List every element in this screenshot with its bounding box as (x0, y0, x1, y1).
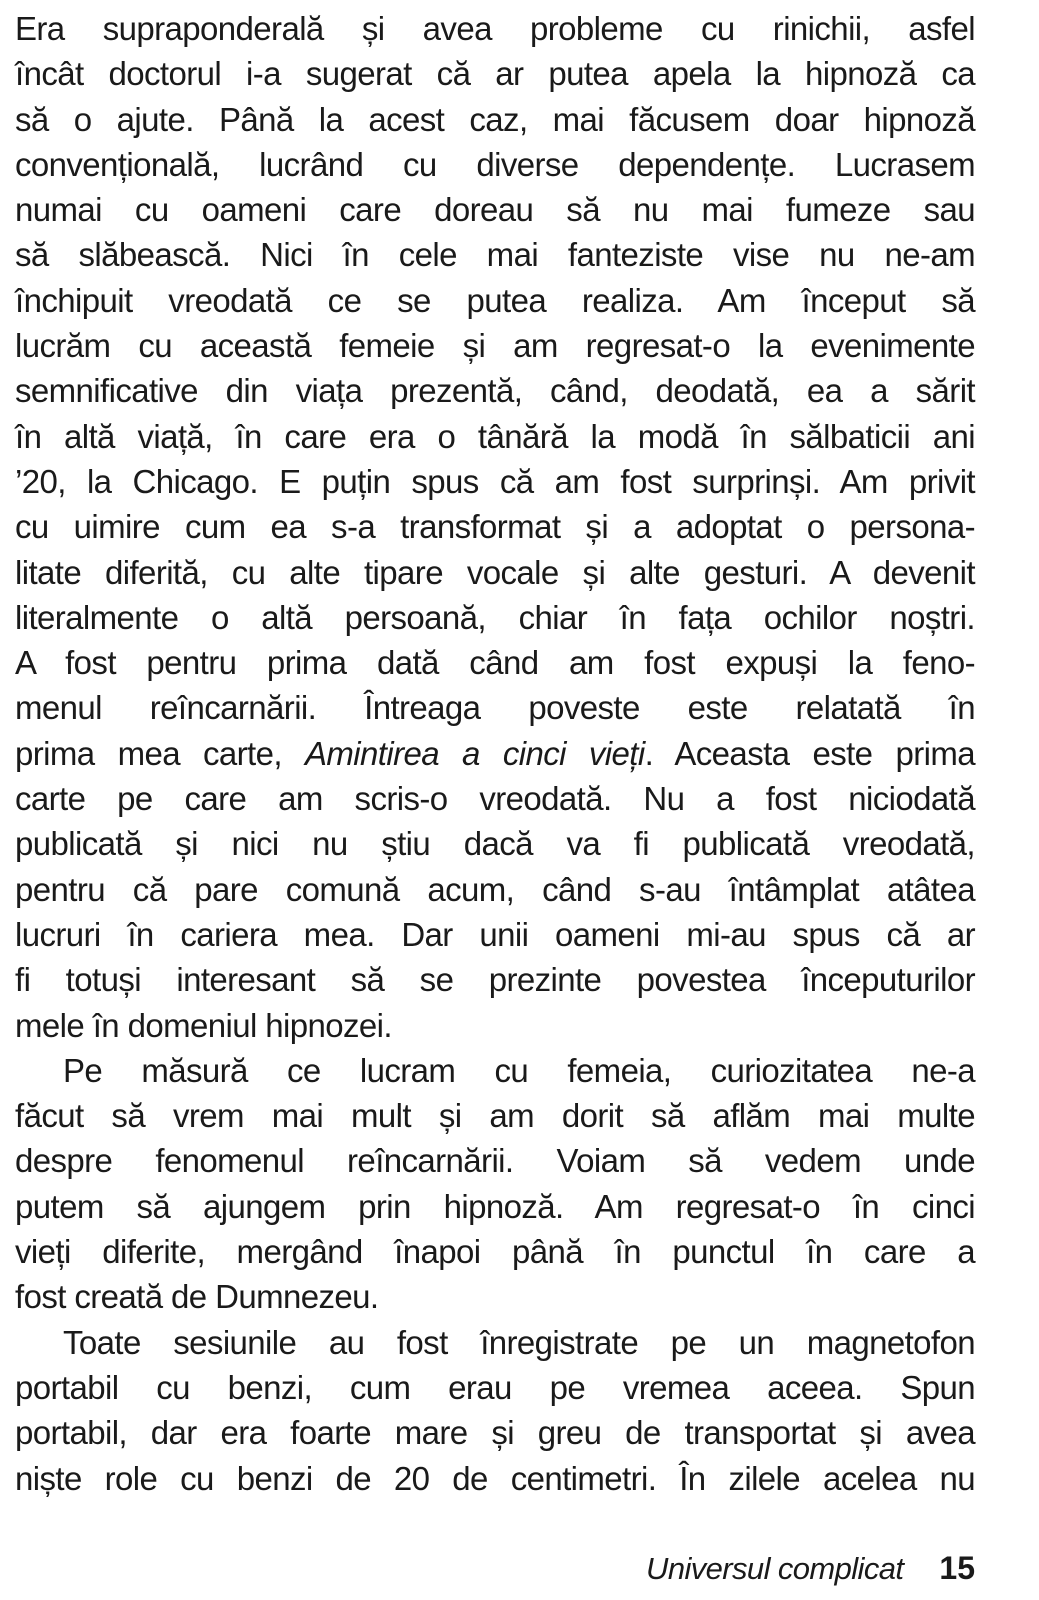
line-text: făcut să vrem mai mult și am dorit să aflăm mai multe (15, 1097, 975, 1135)
text-line (15, 1410, 975, 1455)
line-text: menul reîncarnării. Întreaga poveste este relatată în (15, 689, 975, 727)
line-text: închipuit vreodată ce se putea realiza. Am început să (15, 281, 975, 319)
page-footer (646, 1548, 975, 1588)
text-line (15, 232, 975, 277)
line-text: niște role cu benzi de 20 de centimetri. În zilele acelea nu (15, 1459, 975, 1497)
line-text: încât doctorul i-a sugerat că ar putea apela la hipnoză ca (15, 55, 975, 93)
text-line (15, 1093, 975, 1138)
text-line (15, 595, 975, 640)
line-text: să slăbească. Nici în cele mai fanteziste vise nu ne-am (15, 236, 975, 274)
line-text: portabil, dar era foarte mare și greu de transportat și avea (15, 1414, 975, 1452)
paragraph-start-line (15, 1048, 975, 1093)
line-text: putem să ajungem prin hipnoză. Am regresat-o în cinci (15, 1187, 975, 1225)
text-line (15, 187, 975, 232)
page-number: 15 (939, 1550, 975, 1586)
line-text: numai cu oameni care doreau să nu mai fumeze sau (15, 191, 975, 229)
line-text-before: prima mea carte, (15, 734, 305, 772)
text-line (15, 368, 975, 413)
line-text: Toate sesiunile au fost înregistrate pe un magnetofon (63, 1323, 975, 1361)
text-line (15, 821, 975, 866)
text-line (15, 1365, 975, 1410)
text-line (15, 414, 975, 459)
paragraph-start-line (15, 1320, 975, 1365)
text-line (15, 1456, 975, 1501)
line-text: vieți diferite, mergând înapoi până în punctul în care a (15, 1233, 975, 1271)
line-text: cu uimire cum ea s-a transformat și a adoptat o persona- (15, 508, 975, 546)
text-line (15, 776, 975, 821)
line-text: convențională, lucrând cu diverse dependențe. Lucrasem (15, 145, 975, 183)
book-title-italic: Amintirea a cinci vieți (305, 734, 645, 772)
text-line (15, 685, 975, 730)
text-line (15, 97, 975, 142)
text-line (15, 1138, 975, 1183)
line-text (15, 731, 975, 776)
text-line (15, 912, 975, 957)
page-body (15, 6, 975, 1501)
text-line (15, 504, 975, 549)
line-text: portabil cu benzi, cum erau pe vremea aceea. Spun (15, 1368, 975, 1406)
text-line (15, 640, 975, 685)
line-text: litate diferită, cu alte tipare vocale și alte gesturi. A devenit (15, 553, 975, 591)
text-line (15, 867, 975, 912)
line-text: mele în domeniul hipnozei. (15, 1006, 392, 1044)
line-text: literalmente o altă persoană, chiar în fața ochilor noștri. (15, 598, 975, 636)
text-line-with-book-title (15, 731, 975, 776)
line-text: lucrăm cu această femeie și am regresat-o la evenimente (15, 327, 975, 365)
line-text: pentru că pare comună acum, când s-au întâmplat atâtea (15, 870, 975, 908)
line-text: Pe măsură ce lucram cu femeia, curiozitatea ne-a (63, 1051, 975, 1089)
paragraph-end-line (15, 1274, 975, 1319)
line-text: semnificative din viața prezentă, când, deodată, ea a sărit (15, 372, 975, 410)
line-text: fost creată de Dumnezeu. (15, 1278, 379, 1316)
text-line (15, 51, 975, 96)
text-line (15, 6, 975, 51)
paragraph-end-line (15, 1003, 975, 1048)
text-line (15, 278, 975, 323)
line-text: despre fenomenul reîncarnării. Voiam să vedem unde (15, 1142, 975, 1180)
text-line (15, 957, 975, 1002)
text-line (15, 1229, 975, 1274)
line-text: fi totuși interesant să se prezinte povestea începuturilor (15, 961, 975, 999)
running-title: Universul complicat (646, 1551, 904, 1586)
text-line (15, 459, 975, 504)
text-line (15, 323, 975, 368)
line-text: publicată și nici nu știu dacă va fi publicată vreodată, (15, 825, 975, 863)
line-text: A fost pentru prima dată când am fost expuși la feno- (15, 644, 975, 682)
text-line (15, 550, 975, 595)
text-line (15, 1184, 975, 1229)
line-text: să o ajute. Până la acest caz, mai făcusem doar hipnoză (15, 100, 975, 138)
line-text: lucruri în cariera mea. Dar unii oameni mi-au spus că ar (15, 915, 975, 953)
line-text-after: . Aceasta este prima (644, 734, 975, 772)
line-text: în altă viață, în care era o tânără la modă în sălbaticii ani (15, 417, 975, 455)
text-line (15, 142, 975, 187)
line-text: carte pe care am scris-o vreodată. Nu a fost niciodată (15, 780, 975, 818)
line-text: Era supraponderală și avea probleme cu rinichii, asfel (15, 10, 975, 47)
line-text: ’20, la Chicago. E puțin spus că am fost surprinși. Am privit (15, 462, 975, 500)
